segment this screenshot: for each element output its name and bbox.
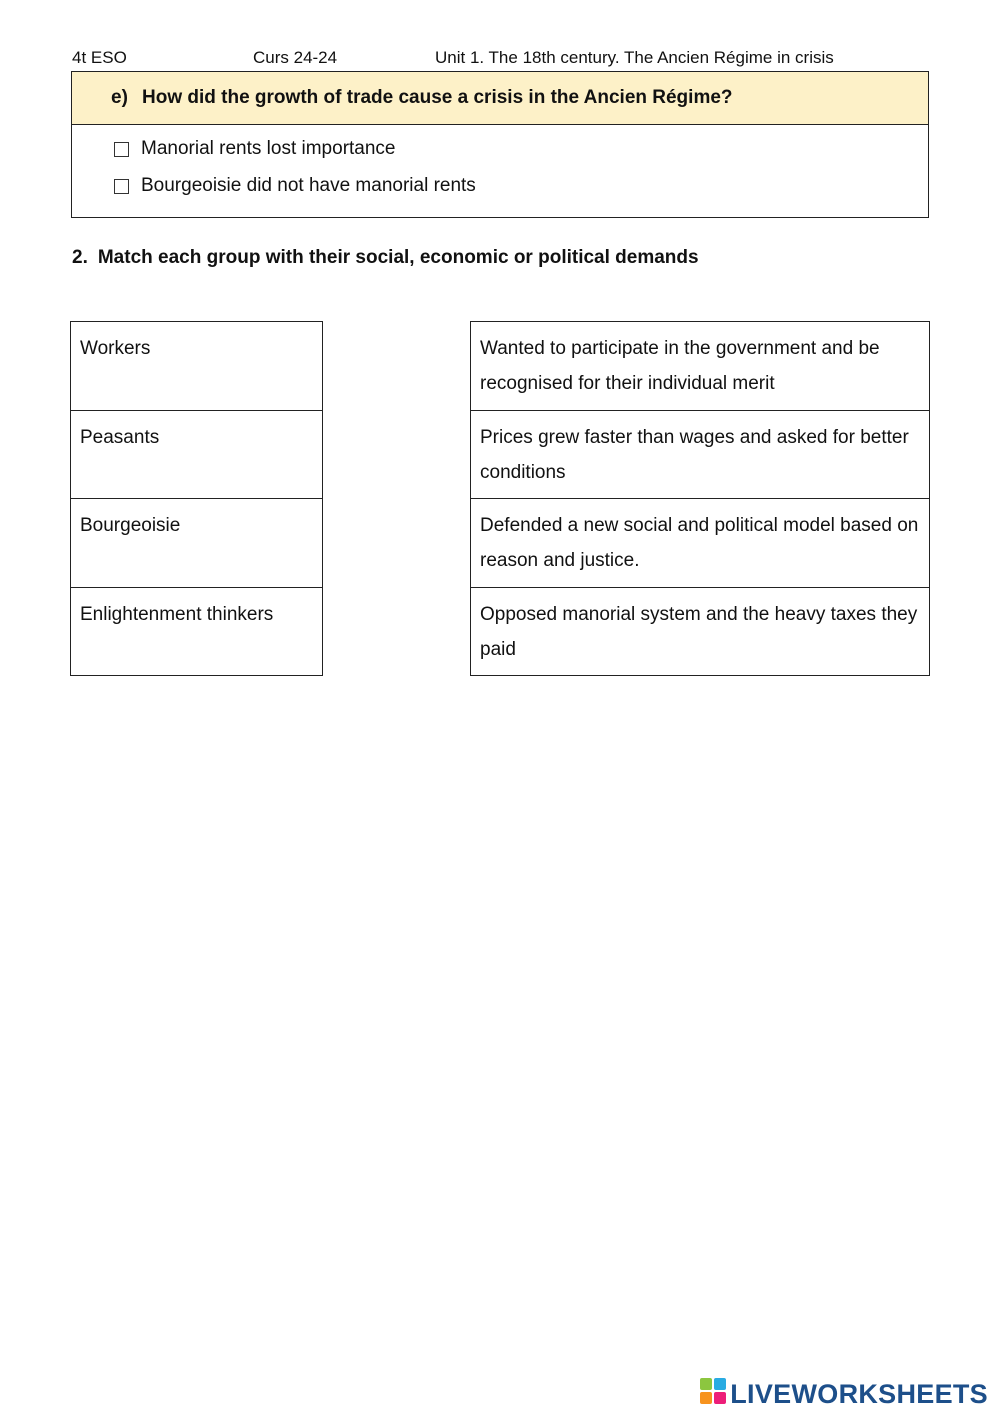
option-2[interactable] <box>114 175 476 197</box>
question-e-text: How did the growth of trade cause a crisis in the Ancien Régime? <box>142 87 733 108</box>
option-1-label: Manorial rents lost importance <box>141 138 396 159</box>
header-level: 4t ESO <box>72 48 127 67</box>
question-e-letter: e) <box>111 87 128 108</box>
question-2-number: 2. <box>72 247 88 268</box>
question-e-box <box>71 71 929 218</box>
demands-column <box>470 321 930 676</box>
group-cell[interactable]: Bourgeoisie <box>71 499 322 588</box>
option-1[interactable] <box>114 138 396 160</box>
liveworksheets-logo <box>700 1378 988 1411</box>
group-cell[interactable]: Workers <box>71 322 322 411</box>
demand-cell[interactable]: Prices grew faster than wages and asked for better conditions <box>471 411 929 500</box>
header-course: Curs 24-24 <box>253 48 338 67</box>
demand-cell[interactable]: Wanted to participate in the government and be recognised for their individual merit <box>471 322 929 411</box>
header-unit: Unit 1. The 18th century. The Ancien Régime in crisis <box>435 48 834 67</box>
group-cell[interactable]: Peasants <box>71 411 322 500</box>
question-e-heading <box>72 72 928 125</box>
checkbox-icon[interactable] <box>114 179 129 194</box>
group-cell[interactable]: Enlightenment thinkers <box>80 603 274 625</box>
demand-cell[interactable]: Opposed manorial system and the heavy taxes they paid <box>480 603 918 660</box>
liveworksheets-logo-icon <box>700 1378 726 1411</box>
demand-cell[interactable]: Defended a new social and political model based on reason and justice. <box>471 499 929 588</box>
groups-column <box>70 321 323 676</box>
option-2-label: Bourgeoisie did not have manorial rents <box>141 175 476 196</box>
question-2-title <box>72 247 699 269</box>
question-2-text: Match each group with their social, economic or political demands <box>97 247 699 268</box>
liveworksheets-brand-text: LIVEWORKSHEETS <box>730 1379 988 1409</box>
checkbox-icon[interactable] <box>114 142 129 157</box>
